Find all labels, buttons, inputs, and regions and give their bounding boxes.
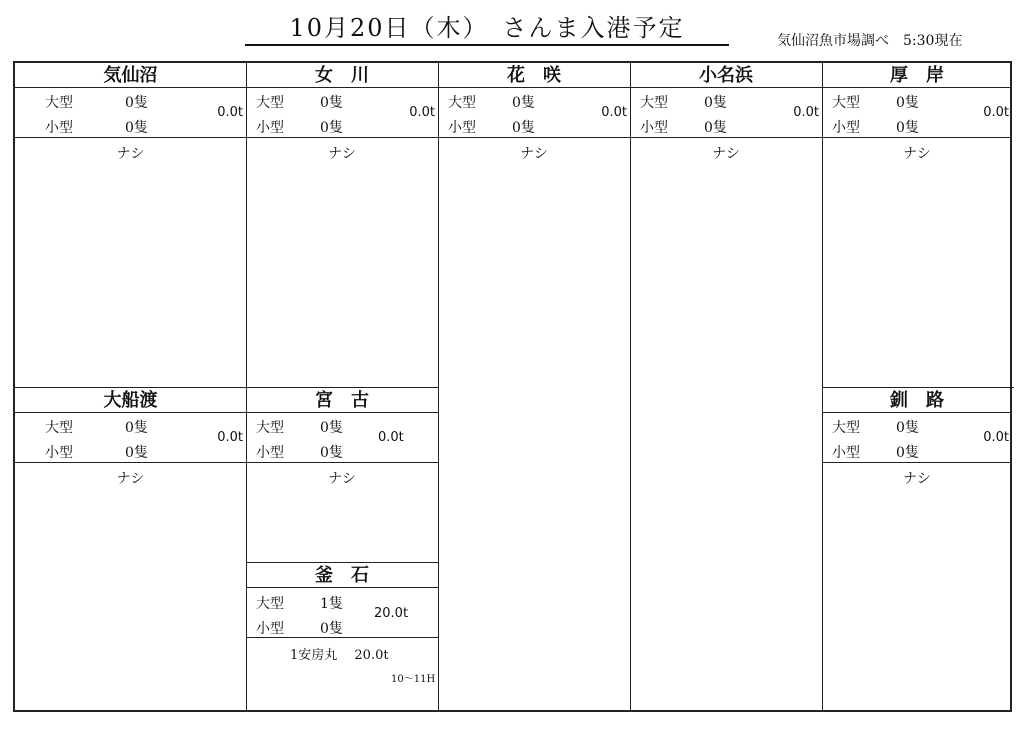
small-count: 0隻 <box>704 120 727 136</box>
small-label: 小型 <box>256 621 284 637</box>
small-count: 0隻 <box>125 445 148 461</box>
section-divider <box>630 137 822 138</box>
large-count: 0隻 <box>896 420 919 436</box>
large-label: 大型 <box>256 95 284 111</box>
total-tonnage: 0.0t <box>983 105 1009 120</box>
large-count: 0隻 <box>125 95 148 111</box>
source-note: 気仙沼魚市場調べ 5:30現在 <box>777 33 963 49</box>
total-tonnage: 0.0t <box>409 105 435 120</box>
landing-note: ナシ <box>712 146 740 162</box>
large-label: 大型 <box>640 95 668 111</box>
landing-note: ナシ <box>328 471 356 487</box>
total-tonnage: 0.0t <box>793 105 819 120</box>
large-count: 0隻 <box>320 95 343 111</box>
port-name: 宮 古 <box>246 388 438 413</box>
small-label: 小型 <box>256 120 284 136</box>
landing-note: ナシ <box>903 471 931 487</box>
small-count: 0隻 <box>320 120 343 136</box>
port-name: 女 川 <box>246 63 438 88</box>
small-label: 小型 <box>640 120 668 136</box>
large-label: 大型 <box>256 420 284 436</box>
large-label: 大型 <box>256 596 284 612</box>
small-label: 小型 <box>832 445 860 461</box>
port-miyako <box>246 388 438 562</box>
vessel-entry: 1安房丸 20.0t <box>290 648 389 663</box>
landing-note: ナシ <box>116 146 145 162</box>
port-onahama <box>630 63 822 712</box>
large-count: 0隻 <box>512 95 535 111</box>
section-divider <box>15 137 246 138</box>
port-grid <box>13 61 1012 712</box>
large-label: 大型 <box>448 95 476 111</box>
port-name: 気仙沼 <box>15 63 246 88</box>
landing-note: ナシ <box>116 471 145 487</box>
port-name: 花 咲 <box>438 63 630 88</box>
port-hanasaki <box>438 63 630 712</box>
port-kamaishi <box>246 563 438 712</box>
section-divider <box>15 462 246 463</box>
small-label: 小型 <box>45 120 73 136</box>
small-count: 0隻 <box>896 120 919 136</box>
port-name: 厚 岸 <box>822 63 1012 88</box>
page-title: 10月20日（木） さんま入港予定 <box>245 12 729 46</box>
small-label: 小型 <box>45 445 73 461</box>
small-count: 0隻 <box>512 120 535 136</box>
landing-note: ナシ <box>520 146 548 162</box>
large-count: 0隻 <box>896 95 919 111</box>
port-name: 釧 路 <box>822 388 1012 413</box>
total-tonnage: 0.0t <box>217 105 243 120</box>
section-divider <box>246 637 438 638</box>
landing-note: ナシ <box>328 146 356 162</box>
small-label: 小型 <box>256 445 284 461</box>
small-count: 0隻 <box>896 445 919 461</box>
port-name: 小名浜 <box>630 63 822 88</box>
landing-note: ナシ <box>903 146 931 162</box>
section-divider <box>246 462 438 463</box>
section-divider <box>438 137 630 138</box>
large-label: 大型 <box>832 95 860 111</box>
small-label: 小型 <box>832 120 860 136</box>
port-akkeshi <box>822 63 1012 387</box>
total-tonnage: 0.0t <box>601 105 627 120</box>
large-label: 大型 <box>45 95 73 111</box>
section-divider <box>246 137 438 138</box>
arrival-time: 10～11H <box>391 674 436 685</box>
total-tonnage: 0.0t <box>217 430 243 445</box>
large-count: 1隻 <box>320 596 343 612</box>
large-count: 0隻 <box>125 420 148 436</box>
small-count: 0隻 <box>320 621 343 637</box>
port-ofunato <box>15 388 246 712</box>
large-label: 大型 <box>45 420 73 436</box>
small-label: 小型 <box>448 120 476 136</box>
total-tonnage: 0.0t <box>378 430 404 445</box>
total-tonnage: 0.0t <box>983 430 1009 445</box>
section-divider <box>822 462 1012 463</box>
port-onagawa <box>246 63 438 387</box>
port-kushiro <box>822 388 1012 712</box>
small-count: 0隻 <box>125 120 148 136</box>
small-count: 0隻 <box>320 445 343 461</box>
port-name: 釜 石 <box>246 563 438 588</box>
large-count: 0隻 <box>320 420 343 436</box>
port-name: 大船渡 <box>15 388 246 413</box>
large-label: 大型 <box>832 420 860 436</box>
port-kesennuma <box>15 63 246 387</box>
large-count: 0隻 <box>704 95 727 111</box>
section-divider <box>822 137 1012 138</box>
total-tonnage: 20.0t <box>374 606 409 621</box>
